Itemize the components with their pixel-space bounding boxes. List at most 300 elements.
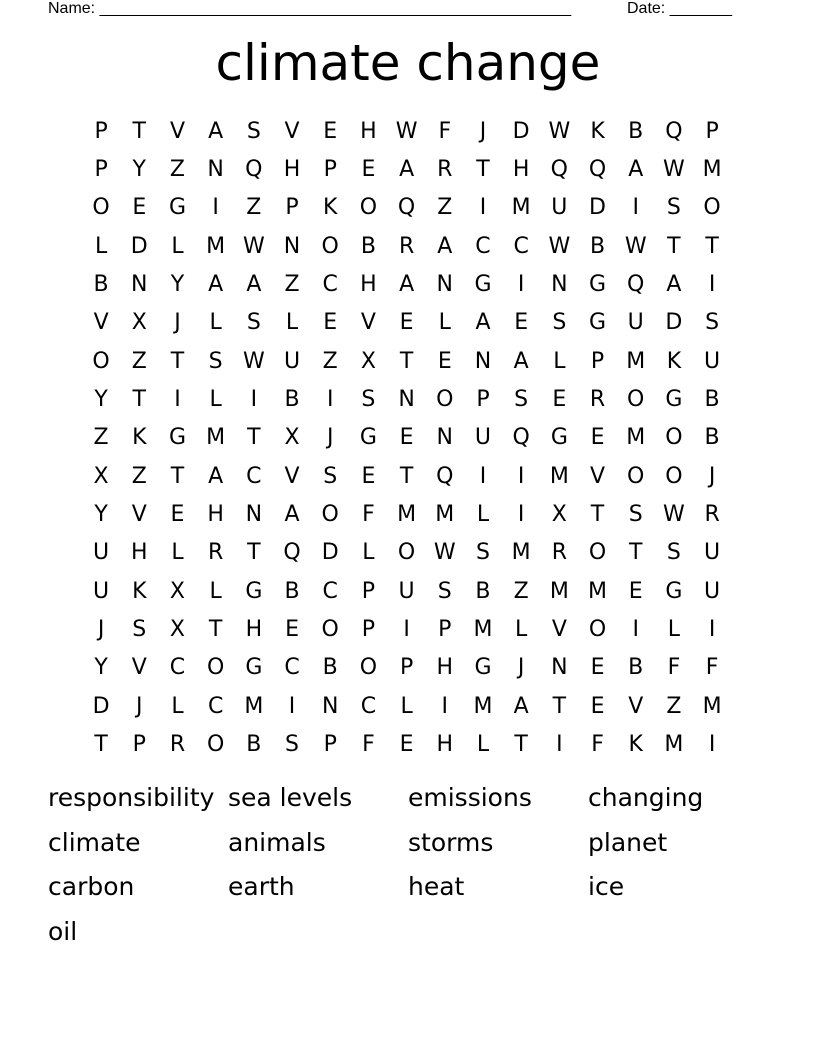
grid-letter: M <box>626 425 646 451</box>
grid-letter: T <box>590 502 605 528</box>
grid-letter: X <box>169 578 185 604</box>
grid-letter: C <box>513 233 529 259</box>
grid-letter: A <box>475 310 491 336</box>
grid-letter: M <box>549 463 569 489</box>
grid-letter: D <box>589 195 606 221</box>
grid-letter: C <box>246 463 262 489</box>
grid-letter: S <box>437 578 452 604</box>
grid-letter: H <box>436 655 454 681</box>
grid-letter: Q <box>397 195 416 221</box>
grid-letter: I <box>250 387 258 413</box>
grid-letter: B <box>589 233 606 259</box>
grid-letter: F <box>438 118 452 144</box>
grid-letter: E <box>590 425 605 451</box>
grid-letter: R <box>398 233 415 259</box>
grid-letter: I <box>632 617 639 643</box>
word-bank-item: carbon <box>48 872 135 901</box>
grid-letter: E <box>590 655 605 681</box>
grid-letter: O <box>703 195 721 221</box>
grid-letter: N <box>398 387 415 413</box>
grid-letter: Y <box>170 272 185 298</box>
grid-letter: K <box>628 732 643 758</box>
grid-letter: G <box>245 578 263 604</box>
grid-letter: N <box>207 157 224 183</box>
grid-letter: P <box>94 157 108 183</box>
grid-letter: H <box>283 157 301 183</box>
grid-letter: Y <box>132 157 146 183</box>
word-bank-item: emissions <box>408 783 532 812</box>
grid-letter: N <box>283 233 301 259</box>
word-bank-item: storms <box>408 827 494 857</box>
grid-letter: V <box>169 118 185 144</box>
grid-letter: U <box>704 540 721 566</box>
grid-letter: J <box>174 310 181 336</box>
grid-letter: T <box>94 732 108 758</box>
grid-letter: J <box>517 655 525 681</box>
grid-letter: O <box>359 655 378 681</box>
grid-letter: N <box>245 502 263 528</box>
word-bank-item: oil <box>48 916 78 946</box>
grid-letter: L <box>400 693 413 719</box>
grid-letter: L <box>171 693 184 719</box>
grid-letter: C <box>360 693 377 719</box>
grid-letter: E <box>323 310 338 336</box>
grid-letter: M <box>702 157 722 183</box>
grid-letter: O <box>92 348 110 374</box>
grid-letter: M <box>549 578 569 604</box>
grid-letter: U <box>551 195 568 221</box>
grid-letter: P <box>285 195 299 221</box>
grid-letter: T <box>476 157 490 183</box>
grid-letter: S <box>514 387 529 413</box>
grid-letter: Z <box>131 463 147 489</box>
grid-letter: E <box>323 118 338 144</box>
grid-letter: Q <box>436 463 454 489</box>
grid-letter: T <box>247 540 261 566</box>
grid-letter: O <box>436 387 454 413</box>
grid-letter: S <box>552 310 567 336</box>
word-bank-item: climate <box>48 827 141 857</box>
grid-letter: O <box>92 195 110 221</box>
grid-letter: U <box>704 348 721 374</box>
grid-letter: O <box>665 463 683 489</box>
grid-letter: H <box>360 118 377 144</box>
grid-letter: M <box>511 195 531 221</box>
grid-letter: T <box>132 118 146 144</box>
grid-letter: K <box>590 118 605 144</box>
grid-letter: C <box>284 655 300 681</box>
grid-letter: I <box>479 195 487 221</box>
grid-letter: M <box>397 502 417 528</box>
grid-letter: Q <box>588 157 607 183</box>
grid-letter: L <box>171 540 184 566</box>
grid-letter: G <box>168 195 186 221</box>
grid-letter: L <box>94 233 108 259</box>
grid-letter: N <box>436 425 454 451</box>
grid-letter: K <box>666 348 682 374</box>
grid-letter: J <box>97 617 105 643</box>
grid-letter: S <box>323 463 338 489</box>
grid-letter: E <box>361 463 376 489</box>
grid-letter: M <box>664 732 684 758</box>
grid-letter: O <box>206 732 225 758</box>
grid-letter: V <box>590 463 606 489</box>
grid-letter: L <box>438 310 451 336</box>
grid-letter: I <box>708 732 716 758</box>
word-bank-item: planet <box>588 827 668 857</box>
grid-letter: J <box>136 693 143 719</box>
grid-letter: P <box>590 348 605 374</box>
grid-letter: M <box>244 693 264 719</box>
grid-letter: N <box>321 693 339 719</box>
grid-letter: L <box>171 233 184 259</box>
grid-letter: R <box>169 732 186 758</box>
grid-letter: I <box>556 732 563 758</box>
grid-letter: E <box>552 387 567 413</box>
grid-letter: E <box>399 732 414 758</box>
grid-letter: I <box>288 693 296 719</box>
grid-letter: Z <box>131 348 147 374</box>
name-field: Name: _____________________________________________________ <box>48 0 572 17</box>
grid-letter: V <box>93 310 109 336</box>
grid-letter: T <box>170 463 185 489</box>
grid-letter: Q <box>512 425 530 451</box>
grid-letter: H <box>131 540 148 566</box>
grid-letter: N <box>474 348 492 374</box>
grid-letter: O <box>627 463 645 489</box>
grid-letter: M <box>626 348 646 374</box>
grid-letter: A <box>208 463 224 489</box>
grid-letter: A <box>437 233 453 259</box>
grid-letter: D <box>130 233 148 259</box>
letter-grid <box>82 112 731 764</box>
grid-letter: R <box>551 540 567 566</box>
grid-letter: G <box>168 425 186 451</box>
grid-letter: T <box>667 233 681 259</box>
grid-letter: E <box>437 348 452 374</box>
grid-letter: P <box>476 387 490 413</box>
grid-letter: W <box>548 233 571 259</box>
grid-letter: W <box>242 348 265 374</box>
grid-letter: I <box>403 617 410 643</box>
grid-letter: U <box>474 425 492 451</box>
grid-letter: E <box>628 578 643 604</box>
grid-letter: G <box>474 655 492 681</box>
grid-letter: L <box>476 502 490 528</box>
grid-letter: G <box>665 387 683 413</box>
grid-letter: E <box>399 425 414 451</box>
word-bank <box>48 778 768 956</box>
grid-letter: U <box>627 310 644 336</box>
grid-letter: P <box>323 732 337 758</box>
grid-letter: W <box>663 502 685 528</box>
grid-letter: T <box>514 732 528 758</box>
grid-letter: A <box>513 693 529 719</box>
grid-letter: V <box>551 617 567 643</box>
grid-letter: P <box>438 617 452 643</box>
grid-letter: W <box>242 233 265 259</box>
grid-letter: U <box>283 348 301 374</box>
grid-letter: O <box>627 387 645 413</box>
grid-letter: N <box>131 272 148 298</box>
grid-letter: B <box>322 655 338 681</box>
grid-letter: P <box>361 578 376 604</box>
grid-letter: H <box>207 502 224 528</box>
grid-letter: T <box>628 540 643 566</box>
grid-letter: P <box>399 655 414 681</box>
grid-letter: Y <box>94 387 108 413</box>
grid-letter: N <box>551 272 568 298</box>
grid-letter: T <box>247 425 261 451</box>
grid-letter: L <box>667 617 681 643</box>
grid-letter: L <box>476 732 490 758</box>
grid-letter: H <box>512 157 530 183</box>
grid-letter: I <box>517 502 525 528</box>
grid-letter: Z <box>169 157 185 183</box>
grid-letter: M <box>702 693 722 719</box>
grid-letter: L <box>285 310 299 336</box>
grid-letter: U <box>398 578 415 604</box>
grid-letter: E <box>514 310 529 336</box>
grid-letter: O <box>321 617 339 643</box>
grid-letter: X <box>360 348 376 374</box>
grid-letter: O <box>321 233 339 259</box>
grid-letter: V <box>131 502 147 528</box>
grid-letter: N <box>436 272 454 298</box>
grid-letter: Z <box>246 195 262 221</box>
grid-letter: T <box>170 348 185 374</box>
word-bank-item: sea levels <box>228 783 353 812</box>
grid-letter: B <box>360 233 376 259</box>
grid-letter: I <box>441 693 449 719</box>
grid-letter: A <box>208 272 224 298</box>
word-bank-item: animals <box>228 827 326 857</box>
grid-letter: G <box>589 310 607 336</box>
grid-letter: W <box>433 540 456 566</box>
grid-letter: X <box>551 502 567 528</box>
grid-letter: E <box>590 693 605 719</box>
grid-letter: B <box>246 732 262 758</box>
grid-letter: B <box>704 387 720 413</box>
grid-letter: X <box>93 463 109 489</box>
grid-letter: T <box>399 348 414 374</box>
grid-letter: Z <box>93 425 109 451</box>
grid-letter: S <box>246 310 261 336</box>
grid-letter: R <box>208 540 224 566</box>
grid-letter: D <box>665 310 683 336</box>
grid-letter: M <box>435 502 455 528</box>
grid-letter: C <box>322 578 338 604</box>
grid-letter: W <box>395 118 418 144</box>
grid-letter: Q <box>245 157 263 183</box>
grid-letter: O <box>665 425 683 451</box>
grid-letter: J <box>326 425 334 451</box>
grid-letter: E <box>399 310 414 336</box>
grid-letter: D <box>92 693 110 719</box>
grid-letter: A <box>208 118 224 144</box>
grid-letter: M <box>206 425 226 451</box>
grid-letter: I <box>517 463 525 489</box>
grid-letter: T <box>132 387 146 413</box>
grid-letter: T <box>705 233 719 259</box>
grid-letter: L <box>515 617 528 643</box>
word-bank-item: ice <box>588 872 625 901</box>
grid-letter: I <box>517 272 525 298</box>
grid-letter: Y <box>94 502 108 528</box>
grid-letter: M <box>206 233 226 259</box>
grid-letter: B <box>284 387 300 413</box>
grid-letter: T <box>208 617 223 643</box>
grid-letter: S <box>628 502 643 528</box>
grid-letter: E <box>285 617 299 643</box>
grid-letter: B <box>704 425 720 451</box>
grid-letter: B <box>628 118 644 144</box>
grid-letter: Z <box>513 578 529 604</box>
grid-letter: Z <box>322 348 338 374</box>
grid-letter: V <box>360 310 376 336</box>
grid-letter: O <box>206 655 225 681</box>
grid-letter: F <box>362 502 375 528</box>
grid-letter: S <box>246 118 261 144</box>
grid-letter: G <box>589 272 607 298</box>
grid-letter: W <box>548 118 571 144</box>
grid-letter: B <box>475 578 491 604</box>
grid-letter: M <box>511 540 531 566</box>
word-bank-item: heat <box>408 872 465 901</box>
grid-letter: Q <box>665 118 683 144</box>
grid-letter: H <box>245 617 263 643</box>
grid-letter: R <box>704 502 720 528</box>
grid-letter: Y <box>94 655 108 681</box>
grid-letter: Q <box>627 272 645 298</box>
grid-letter: I <box>479 463 487 489</box>
grid-letter: E <box>170 502 185 528</box>
grid-letter: Z <box>666 693 682 719</box>
grid-letter: A <box>399 272 415 298</box>
grid-letter: O <box>359 195 378 221</box>
grid-letter: C <box>322 272 338 298</box>
grid-letter: S <box>666 540 681 566</box>
grid-letter: F <box>705 655 719 681</box>
grid-letter: E <box>361 157 376 183</box>
grid-letter: O <box>321 502 339 528</box>
grid-letter: K <box>132 578 147 604</box>
grid-letter: X <box>169 617 185 643</box>
grid-letter: L <box>209 310 222 336</box>
grid-letter: D <box>512 118 530 144</box>
grid-letter: I <box>708 272 716 298</box>
grid-letter: T <box>399 463 414 489</box>
word-bank-item: earth <box>228 872 295 901</box>
grid-letter: J <box>479 118 487 144</box>
worksheet-header <box>0 0 816 20</box>
grid-letter: X <box>131 310 147 336</box>
grid-letter: C <box>475 233 491 259</box>
grid-letter: M <box>473 693 493 719</box>
grid-letter: E <box>132 195 147 221</box>
grid-letter: H <box>436 732 454 758</box>
grid-letter: A <box>628 157 644 183</box>
grid-letter: S <box>475 540 490 566</box>
word-bank-item: changing <box>588 783 704 812</box>
grid-letter: F <box>362 732 375 758</box>
grid-letter: Z <box>284 272 300 298</box>
grid-letter: K <box>323 195 338 221</box>
grid-letter: S <box>361 387 376 413</box>
grid-letter: A <box>399 157 415 183</box>
grid-letter: S <box>285 732 300 758</box>
grid-letter: V <box>284 118 300 144</box>
grid-letter: S <box>705 310 720 336</box>
grid-letter: P <box>705 118 719 144</box>
grid-letter: A <box>284 502 300 528</box>
date-field: Date: _______ <box>627 0 732 17</box>
grid-letter: D <box>321 540 339 566</box>
grid-letter: V <box>628 693 644 719</box>
grid-letter: M <box>588 578 608 604</box>
grid-letter: X <box>284 425 300 451</box>
grid-letter: F <box>591 732 604 758</box>
grid-letter: C <box>169 655 186 681</box>
grid-letter: R <box>437 157 453 183</box>
grid-letter: U <box>704 578 721 604</box>
grid-letter: A <box>246 272 262 298</box>
grid-letter: A <box>513 348 529 374</box>
grid-letter: G <box>474 272 492 298</box>
grid-letter: K <box>132 425 147 451</box>
grid-letter: L <box>362 540 375 566</box>
grid-letter: G <box>665 578 683 604</box>
grid-letter: I <box>326 387 334 413</box>
grid-letter: S <box>208 348 223 374</box>
grid-letter: R <box>589 387 606 413</box>
grid-letter: U <box>93 540 110 566</box>
grid-letter: G <box>550 425 568 451</box>
grid-letter: L <box>553 348 566 374</box>
grid-letter: W <box>624 233 647 259</box>
page-title: climate change <box>215 34 601 92</box>
grid-letter: L <box>209 578 222 604</box>
word-bank-item: responsibility <box>48 783 215 812</box>
grid-letter: P <box>323 157 337 183</box>
grid-letter: B <box>628 655 644 681</box>
grid-letter: S <box>666 195 681 221</box>
grid-letter: H <box>360 272 377 298</box>
grid-letter: V <box>284 463 300 489</box>
grid-letter: Q <box>550 157 568 183</box>
grid-letter: S <box>132 617 147 643</box>
grid-letter: I <box>708 617 716 643</box>
grid-letter: W <box>663 157 685 183</box>
grid-letter: V <box>131 655 147 681</box>
grid-letter: O <box>588 617 607 643</box>
grid-letter: G <box>245 655 263 681</box>
grid-letter: P <box>361 617 376 643</box>
grid-letter: J <box>708 463 716 489</box>
grid-letter: F <box>667 655 681 681</box>
grid-letter: T <box>552 693 567 719</box>
grid-letter: L <box>209 387 222 413</box>
grid-letter: Z <box>437 195 453 221</box>
grid-letter: O <box>397 540 416 566</box>
grid-letter: B <box>93 272 109 298</box>
grid-letter: P <box>132 732 146 758</box>
grid-letter: U <box>93 578 110 604</box>
grid-letter: A <box>666 272 682 298</box>
grid-letter: O <box>588 540 607 566</box>
grid-letter: N <box>551 655 568 681</box>
grid-letter: C <box>207 693 224 719</box>
